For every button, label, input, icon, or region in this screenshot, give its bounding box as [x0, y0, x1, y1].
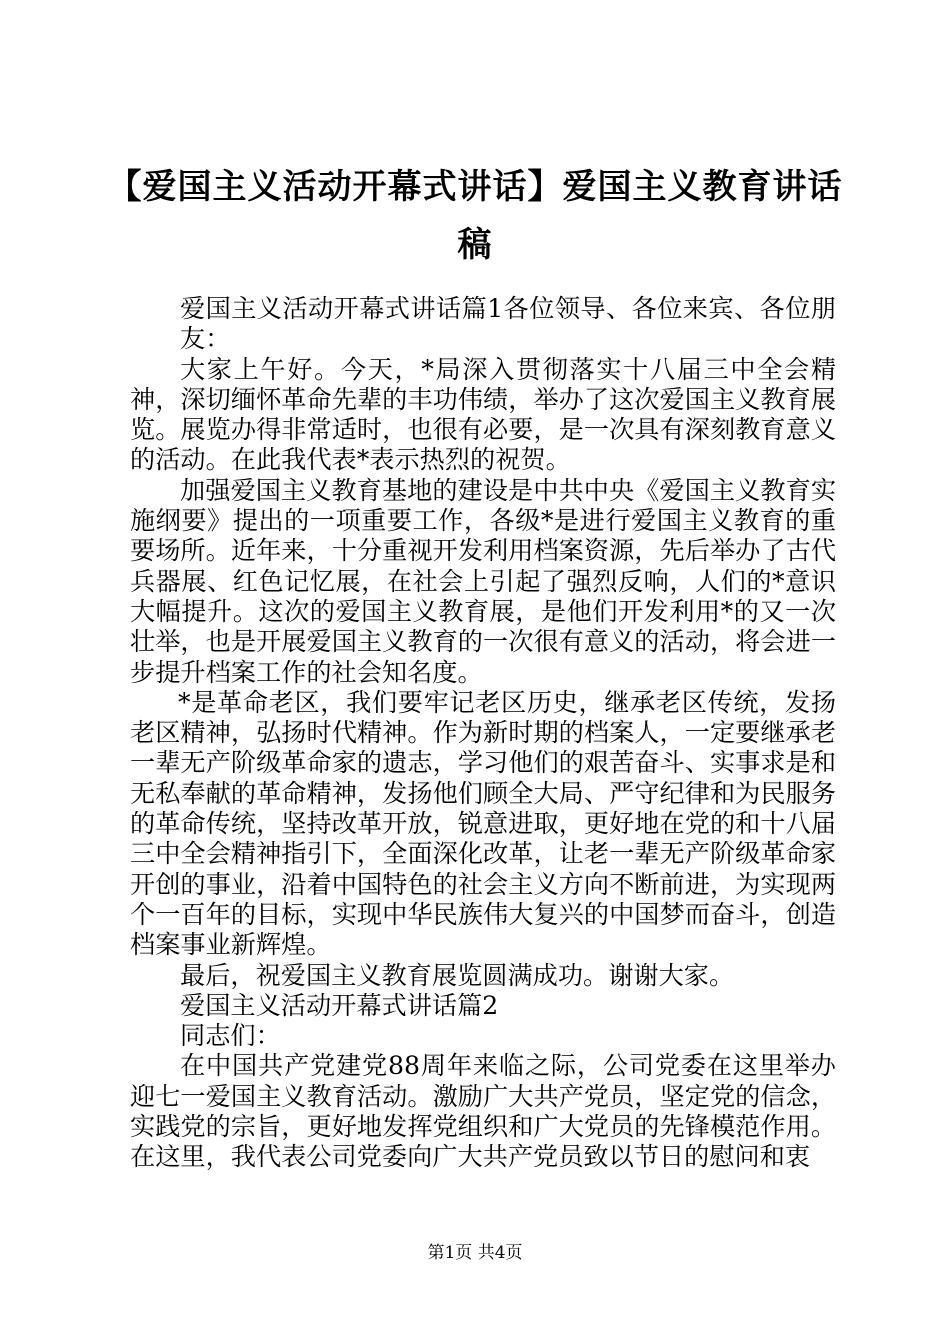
section-heading-1: 爱国主义活动开幕式讲话篇1各位领导、各位来宾、各位朋友： — [180, 294, 836, 354]
paragraph-closing: 最后，祝爱国主义教育展览圆满成功。谢谢大家。 — [180, 960, 735, 990]
paragraph-education-base: 加强爱国主义教育基地的建设是中共中央《爱国主义教育实施纲要》提出的一项重要工作，各级*是进行爱国主义教育的重要场所。近年来，十分重视开发利用档案资源，先后举办了古代兵器展、红色记忆展，在社会上引起了强烈反响，人们的*意识大幅提升。这次的爱国主义教育展，是他们开发利用*的又一次壮举，也是开展爱国主义教育的一次很有意义的活动，将会进一步提升档案工作的社会知名度。 — [130, 475, 836, 687]
page-footer: 第1页 共4页 — [427, 1243, 523, 1263]
section-heading-2: 爱国主义活动开幕式讲话篇2 — [180, 990, 499, 1020]
paragraph-salutation: 同志们： — [180, 1021, 281, 1051]
paragraph-party-anniversary: 在中国共产党建党88周年来临之际，公司党委在这里举办迎七一爱国主义教育活动。激励广大共产党员，坚定党的信念，实践党的宗旨，更好地发挥党组织和广大党员的先锋模范作用。在这里，我代表公司党委向广大共产党员致以节日的慰问和衷 — [130, 1051, 836, 1172]
document-title: 【爱国主义活动开幕式讲话】爱国主义教育讲话稿 — [107, 167, 843, 265]
paragraph-greeting: 大家上午好。今天，*局深入贯彻落实十八届三中全会精神，深切缅怀革命先辈的丰功伟绩，举办了这次爱国主义教育展览。展览办得非常适时，也很有必要，是一次具有深刻教育意义的活动。在此我代表*表示热烈的祝贺。 — [130, 354, 836, 475]
document-body — [130, 294, 836, 1173]
paragraph-revolution-area: *是革命老区，我们要牢记老区历史，继承老区传统，发扬老区精神，弘扬时代精神。作为新时期的档案人，一定要继承老一辈无产阶级革命家的遗志，学习他们的艰苦奋斗、实事求是和无私奉献的革命精神，发扬他们顾全大局、严守纪律和为民服务的革命传统，坚持改革开放，锐意进取，更好地在党的和十八届三中全会精神指引下，全面深化改革，让老一辈无产阶级革命家开创的事业，沿着中国特色的社会主义方向不断前进，为实现两个一百年的目标，实现中华民族伟大复兴的中国梦而奋斗，创造档案事业新辉煌。 — [130, 687, 836, 960]
